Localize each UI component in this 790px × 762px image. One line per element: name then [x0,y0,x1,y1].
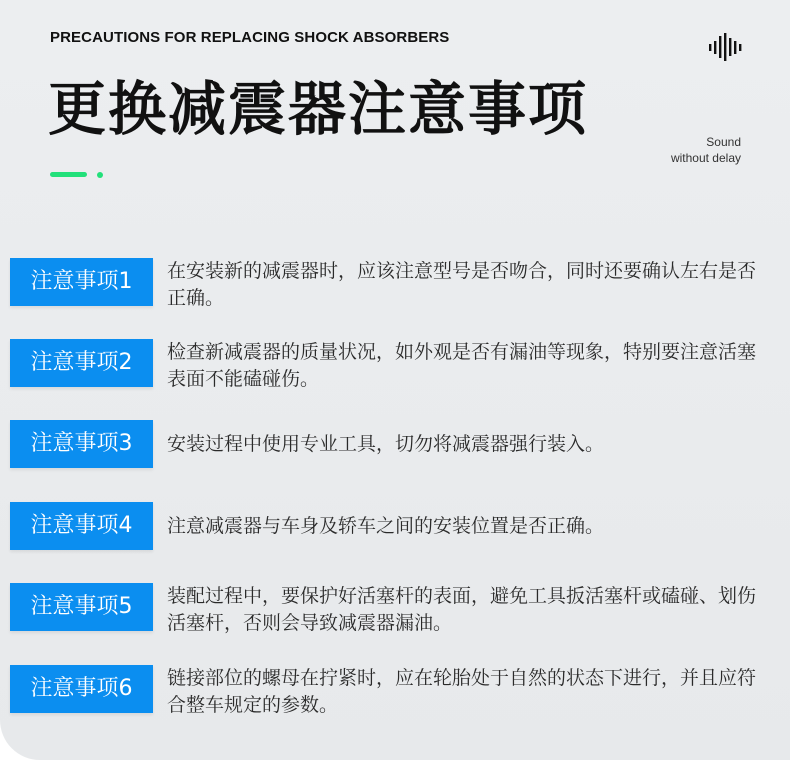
precaution-text: 检查新减震器的质量状况，如外观是否有漏油等现象，特别要注意活塞表面不能磕碰伤。 [167,341,757,390]
precaution-text: 在安装新的减震器时，应该注意型号是否吻合，同时还要确认左右是否正确。 [167,260,757,309]
precaution-badge: 注意事项6 [10,665,153,713]
accent-dot [97,172,103,178]
tagline [671,134,741,166]
tagline-line-2: without delay [670,151,741,165]
precaution-badge: 注意事项3 [10,420,153,468]
precaution-text: 链接部位的螺母在拧紧时，应在轮胎处于自然的状态下进行，并且应符合整车规定的参数。 [167,667,757,716]
page-title: 更换减震器注意事项 [48,75,589,143]
accent-bar [50,172,87,177]
precaution-text: 注意减震器与车身及轿车之间的安装位置是否正确。 [167,515,605,537]
precaution-text: 安装过程中使用专业工具，切勿将减震器强行装入。 [167,433,605,455]
tagline-line-1: Sound [706,135,741,149]
page-subtitle: PRECAUTIONS FOR REPLACING SHOCK ABSORBERS [50,29,450,46]
precaution-badge: 注意事项5 [10,583,153,631]
precaution-badge: 注意事项2 [10,339,153,387]
sound-wave-icon [708,33,742,61]
precaution-badge: 注意事项1 [10,258,153,306]
precaution-text: 装配过程中，要保护好活塞杆的表面，避免工具扳活塞杆或磕碰、划伤活塞杆，否则会导致减震器漏油。 [167,585,757,634]
precaution-badge: 注意事项4 [10,502,153,550]
